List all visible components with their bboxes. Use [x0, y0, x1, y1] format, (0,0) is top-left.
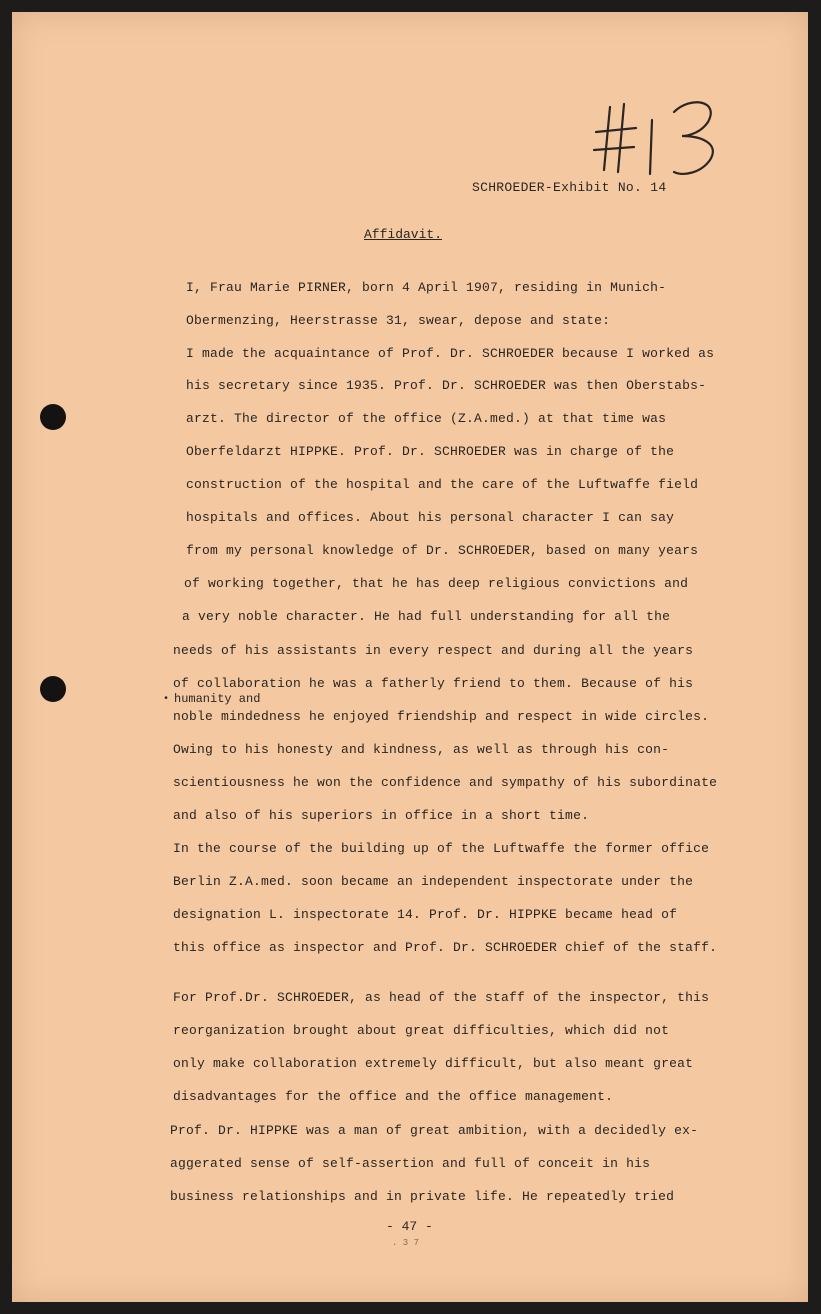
body-line: Owing to his honesty and kindness, as well as through his con- [173, 742, 670, 757]
body-line: only make collaboration extremely difficult, but also meant great [173, 1056, 694, 1071]
body-line: reorganization brought about great difficulties, which did not [173, 1023, 670, 1038]
body-line: designation L. inspectorate 14. Prof. Dr. HIPPKE became head of [173, 907, 678, 922]
body-line: noble mindedness he enjoyed friendship and respect in wide circles. [173, 709, 710, 724]
body-line: aggerated sense of self-assertion and full of conceit in his [170, 1156, 651, 1171]
exhibit-label: SCHROEDER-Exhibit No. 14 [472, 180, 667, 195]
body-line: scientiousness he won the confidence and sympathy of his subordinate [173, 775, 718, 790]
body-line: disadvantages for the office and the office management. [173, 1089, 614, 1104]
insertion-caret: • [163, 694, 170, 705]
body-line: Oberfeldarzt HIPPKE. Prof. Dr. SCHROEDER was in charge of the [186, 444, 675, 459]
body-line: arzt. The director of the office (Z.A.med.) at that time was [186, 411, 667, 426]
punch-hole-lower [40, 676, 66, 702]
body-line: this office as inspector and Prof. Dr. SCHROEDER chief of the staff. [173, 940, 718, 955]
body-line: needs of his assistants in every respect and during all the years [173, 643, 694, 658]
faint-stamp: . 3 7 [392, 1238, 420, 1248]
inserted-text: humanity and [174, 692, 261, 706]
punch-hole-upper [40, 404, 66, 430]
document-title: Affidavit. [364, 227, 443, 242]
body-line: Berlin Z.A.med. soon became an independent inspectorate under the [173, 874, 694, 889]
body-line: and also of his superiors in office in a short time. [173, 808, 590, 823]
body-line: of working together, that he has deep religious convictions and [184, 576, 689, 591]
body-line: construction of the hospital and the care of the Luftwaffe field [186, 477, 699, 492]
body-line: his secretary since 1935. Prof. Dr. SCHROEDER was then Oberstabs- [186, 378, 707, 393]
body-line: I, Frau Marie PIRNER, born 4 April 1907, residing in Munich- [186, 280, 667, 295]
body-line: Prof. Dr. HIPPKE was a man of great ambition, with a decidedly ex- [170, 1123, 699, 1138]
body-line: a very noble character. He had full understanding for all the [182, 609, 671, 624]
handwritten-exhibit-mark [590, 92, 740, 182]
body-line: Obermenzing, Heerstrasse 31, swear, depose and state: [186, 313, 611, 328]
body-line: I made the acquaintance of Prof. Dr. SCHROEDER because I worked as [186, 346, 715, 361]
body-line: from my personal knowledge of Dr. SCHROEDER, based on many years [186, 543, 699, 558]
body-line: of collaboration he was a fatherly friend to them. Because of his [173, 676, 694, 691]
body-line: In the course of the building up of the Luftwaffe the former office [173, 841, 710, 856]
body-line: business relationships and in private life. He repeatedly tried [170, 1189, 675, 1204]
body-line: hospitals and offices. About his personal character I can say [186, 510, 675, 525]
page-number: - 47 - [386, 1219, 433, 1234]
body-line: For Prof.Dr. SCHROEDER, as head of the staff of the inspector, this [173, 990, 710, 1005]
